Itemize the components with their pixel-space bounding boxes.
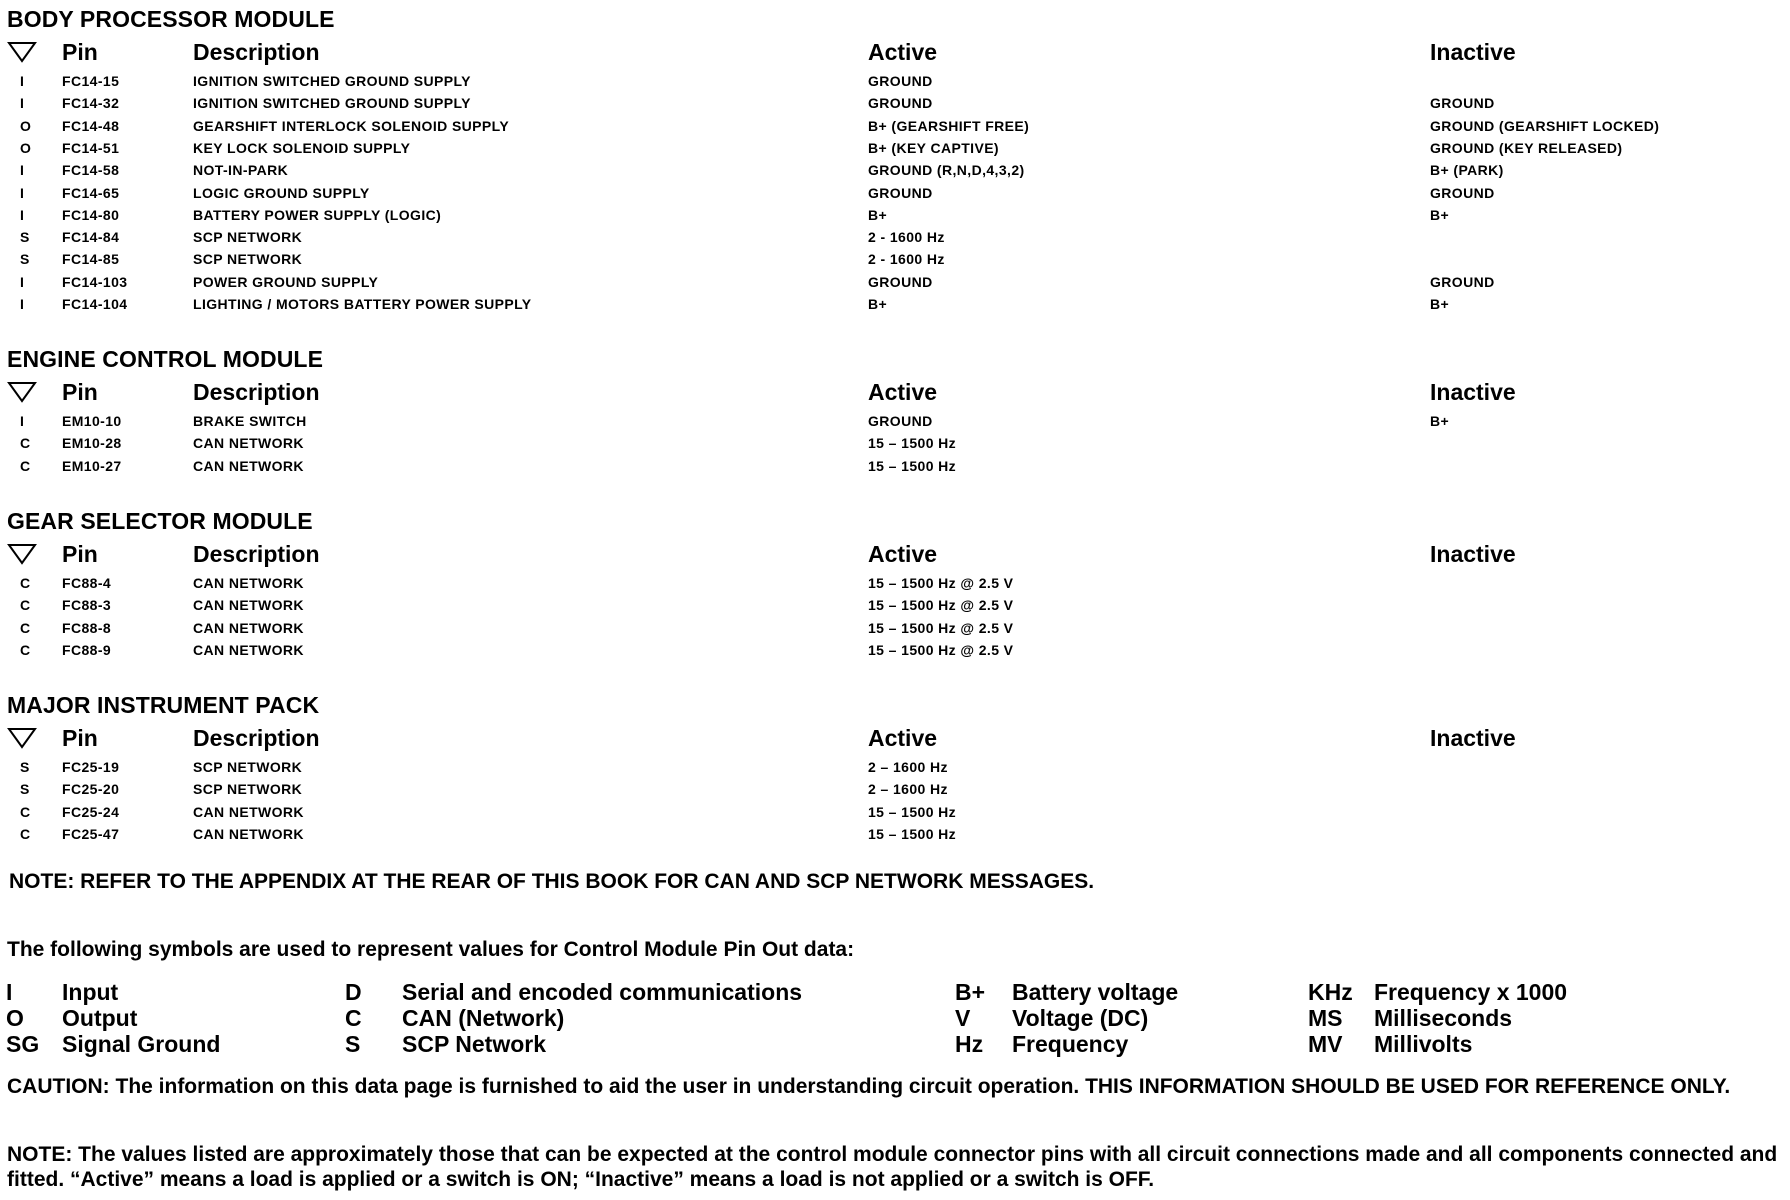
column-header-pin: Pin: [62, 379, 98, 405]
symbol-code: O: [6, 1005, 24, 1031]
column-header-active: Active: [868, 541, 938, 567]
column-header-inactive: Inactive: [1430, 379, 1516, 405]
symbol-meaning: Battery voltage: [1012, 979, 1179, 1005]
row-description: CAN NETWORK: [193, 435, 304, 452]
row-description: IGNITION SWITCHED GROUND SUPPLY: [193, 95, 471, 112]
row-type-code: C: [20, 575, 31, 591]
row-pin: FC14-32: [62, 95, 120, 112]
column-header-active: Active: [868, 725, 938, 751]
row-pin: EM10-27: [62, 457, 122, 474]
row-description: GEARSHIFT INTERLOCK SOLENOID SUPPLY: [193, 117, 510, 134]
row-type-code: I: [20, 273, 25, 290]
column-header-active: Active: [868, 379, 938, 405]
symbol-meaning: CAN (Network): [402, 1005, 565, 1031]
row-description: KEY LOCK SOLENOID SUPPLY: [193, 139, 411, 156]
row-type-code: C: [20, 597, 31, 614]
row-type-code: I: [20, 184, 25, 201]
row-description: SCP NETWORK: [193, 759, 303, 775]
row-description: SCP NETWORK: [193, 229, 303, 246]
symbol-code: MS: [1308, 1005, 1343, 1031]
symbol-meaning: Serial and encoded communications: [402, 979, 803, 1005]
row-type-code: C: [20, 435, 31, 452]
row-inactive-value: GROUND: [1430, 184, 1495, 201]
row-type-code: I: [20, 413, 25, 429]
row-pin: FC14-80: [62, 206, 120, 223]
column-header-description: Description: [193, 39, 320, 65]
row-description: BRAKE SWITCH: [193, 413, 307, 429]
row-active-value: B+ (KEY CAPTIVE): [868, 139, 999, 156]
row-pin: FC88-9: [62, 641, 112, 658]
row-active-value: 2 – 1600 Hz: [868, 759, 948, 775]
row-type-code: I: [20, 206, 25, 223]
row-pin: FC25-19: [62, 759, 120, 775]
row-description: CAN NETWORK: [193, 597, 304, 614]
triangle-icon: [7, 727, 37, 749]
section-title: GEAR SELECTOR MODULE: [7, 508, 313, 534]
row-type-code: O: [20, 117, 32, 134]
row-active-value: 2 – 1600 Hz: [868, 781, 948, 798]
row-type-code: S: [20, 229, 30, 246]
row-active-value: 2 - 1600 Hz: [868, 251, 945, 268]
row-description: NOT-IN-PARK: [193, 162, 289, 179]
row-description: IGNITION SWITCHED GROUND SUPPLY: [193, 73, 471, 89]
column-header-pin: Pin: [62, 39, 98, 65]
row-pin: FC14-104: [62, 296, 128, 312]
row-inactive-value: GROUND (KEY RELEASED): [1430, 139, 1623, 156]
triangle-icon: [7, 543, 37, 565]
symbol-code: I: [6, 979, 13, 1005]
row-type-code: S: [20, 781, 30, 798]
row-pin: FC25-24: [62, 803, 120, 820]
symbol-code: C: [345, 1005, 362, 1031]
row-type-code: I: [20, 95, 25, 112]
triangle-icon: [7, 41, 37, 63]
section-title: MAJOR INSTRUMENT PACK: [7, 692, 320, 718]
row-type-code: S: [20, 251, 30, 268]
column-header-active: Active: [868, 39, 938, 65]
row-type-code: C: [20, 825, 31, 842]
row-description: LOGIC GROUND SUPPLY: [193, 184, 370, 201]
symbol-code: S: [345, 1031, 361, 1057]
row-inactive-value: B+ (PARK): [1430, 162, 1504, 179]
section-title: BODY PROCESSOR MODULE: [7, 6, 335, 32]
row-pin: FC14-103: [62, 273, 128, 290]
row-pin: FC14-15: [62, 73, 120, 89]
row-active-value: 2 - 1600 Hz: [868, 229, 945, 246]
row-description: POWER GROUND SUPPLY: [193, 273, 379, 290]
column-header-inactive: Inactive: [1430, 39, 1516, 65]
row-type-code: O: [20, 139, 32, 156]
row-active-value: GROUND: [868, 73, 933, 89]
row-pin: FC88-4: [62, 575, 112, 591]
row-type-code: S: [20, 759, 30, 775]
column-header-description: Description: [193, 379, 320, 405]
row-active-value: 15 – 1500 Hz @ 2.5 V: [868, 619, 1014, 636]
row-description: CAN NETWORK: [193, 457, 304, 474]
row-pin: FC14-58: [62, 162, 120, 179]
row-pin: EM10-28: [62, 435, 122, 452]
row-active-value: GROUND: [868, 95, 933, 112]
row-pin: EM10-10: [62, 413, 122, 429]
row-description: LIGHTING / MOTORS BATTERY POWER SUPPLY: [193, 296, 532, 312]
row-active-value: 15 – 1500 Hz @ 2.5 V: [868, 597, 1014, 614]
symbol-meaning: Signal Ground: [62, 1031, 221, 1057]
row-pin: FC14-84: [62, 229, 120, 246]
row-inactive-value: GROUND: [1430, 95, 1495, 112]
row-pin: FC25-47: [62, 825, 120, 842]
row-description: SCP NETWORK: [193, 251, 303, 268]
row-description: SCP NETWORK: [193, 781, 303, 798]
row-active-value: B+: [868, 296, 888, 312]
row-active-value: 15 – 1500 Hz: [868, 435, 957, 452]
column-header-description: Description: [193, 725, 320, 751]
triangle-icon: [7, 381, 37, 403]
row-active-value: 15 – 1500 Hz @ 2.5 V: [868, 641, 1014, 658]
column-header-description: Description: [193, 541, 320, 567]
symbol-meaning: Output: [62, 1005, 138, 1031]
symbol-code: B+: [955, 979, 986, 1005]
symbol-code: V: [955, 1005, 971, 1031]
symbol-meaning: SCP Network: [402, 1031, 547, 1057]
row-active-value: B+: [868, 206, 888, 223]
row-pin: FC14-51: [62, 139, 120, 156]
symbol-meaning: Frequency: [1012, 1031, 1129, 1057]
row-inactive-value: GROUND (GEARSHIFT LOCKED): [1430, 117, 1660, 134]
symbol-meaning: Voltage (DC): [1012, 1005, 1149, 1031]
row-inactive-value: B+: [1430, 206, 1450, 223]
symbols-intro: The following symbols are used to represent values for Control Module Pin Out data:: [7, 938, 855, 961]
row-description: BATTERY POWER SUPPLY (LOGIC): [193, 206, 442, 223]
row-type-code: C: [20, 803, 31, 820]
row-active-value: 15 – 1500 Hz @ 2.5 V: [868, 575, 1014, 591]
row-type-code: C: [20, 619, 31, 636]
row-type-code: I: [20, 73, 25, 89]
row-description: CAN NETWORK: [193, 619, 304, 636]
row-active-value: 15 – 1500 Hz: [868, 803, 957, 820]
row-active-value: GROUND: [868, 413, 933, 429]
row-inactive-value: GROUND: [1430, 273, 1495, 290]
values-note: NOTE: The values listed are approximately those that can be expected at the control module connector pins with all circuit connections made and all components connected and fitted. “Active” means a load is applied or a switch is ON; “Inactive” means a load is not applied or a switch is OFF.: [7, 1143, 1778, 1191]
row-active-value: 15 – 1500 Hz: [868, 457, 957, 474]
row-pin: FC25-20: [62, 781, 120, 798]
symbol-meaning: Millivolts: [1374, 1031, 1473, 1057]
column-header-inactive: Inactive: [1430, 725, 1516, 751]
row-description: CAN NETWORK: [193, 641, 304, 658]
caution-text: CAUTION: The information on this data page is furnished to aid the user in understanding circuit operation. THIS INFORMATION SHOULD BE USED FOR REFERENCE ONLY.: [7, 1075, 1731, 1098]
row-type-code: I: [20, 162, 25, 179]
row-type-code: C: [20, 457, 31, 474]
row-active-value: GROUND: [868, 184, 933, 201]
column-header-pin: Pin: [62, 725, 98, 751]
row-active-value: GROUND: [868, 273, 933, 290]
row-pin: FC88-8: [62, 619, 112, 636]
symbol-code: D: [345, 979, 362, 1005]
column-header-pin: Pin: [62, 541, 98, 567]
symbol-code: MV: [1308, 1031, 1343, 1057]
row-type-code: C: [20, 641, 31, 658]
column-header-inactive: Inactive: [1430, 541, 1516, 567]
symbol-meaning: Frequency x 1000: [1374, 979, 1568, 1005]
symbol-code: KHz: [1308, 979, 1353, 1005]
row-description: CAN NETWORK: [193, 825, 304, 842]
row-description: CAN NETWORK: [193, 803, 304, 820]
symbol-meaning: Input: [62, 979, 119, 1005]
symbol-meaning: Milliseconds: [1374, 1005, 1513, 1031]
row-pin: FC88-3: [62, 597, 112, 614]
row-inactive-value: B+: [1430, 413, 1450, 429]
row-type-code: I: [20, 296, 25, 312]
section-title: ENGINE CONTROL MODULE: [7, 346, 324, 372]
row-description: CAN NETWORK: [193, 575, 304, 591]
symbol-code: SG: [6, 1031, 40, 1057]
row-pin: FC14-85: [62, 251, 120, 268]
symbol-code: Hz: [955, 1031, 984, 1057]
row-active-value: 15 – 1500 Hz: [868, 825, 957, 842]
row-active-value: B+ (GEARSHIFT FREE): [868, 117, 1030, 134]
row-pin: FC14-48: [62, 117, 120, 134]
row-inactive-value: B+: [1430, 296, 1450, 312]
row-pin: FC14-65: [62, 184, 120, 201]
appendix-note: NOTE: REFER TO THE APPENDIX AT THE REAR OF THIS BOOK FOR CAN AND SCP NETWORK MESSAGES.: [9, 870, 1095, 893]
row-active-value: GROUND (R,N,D,4,3,2): [868, 162, 1025, 179]
